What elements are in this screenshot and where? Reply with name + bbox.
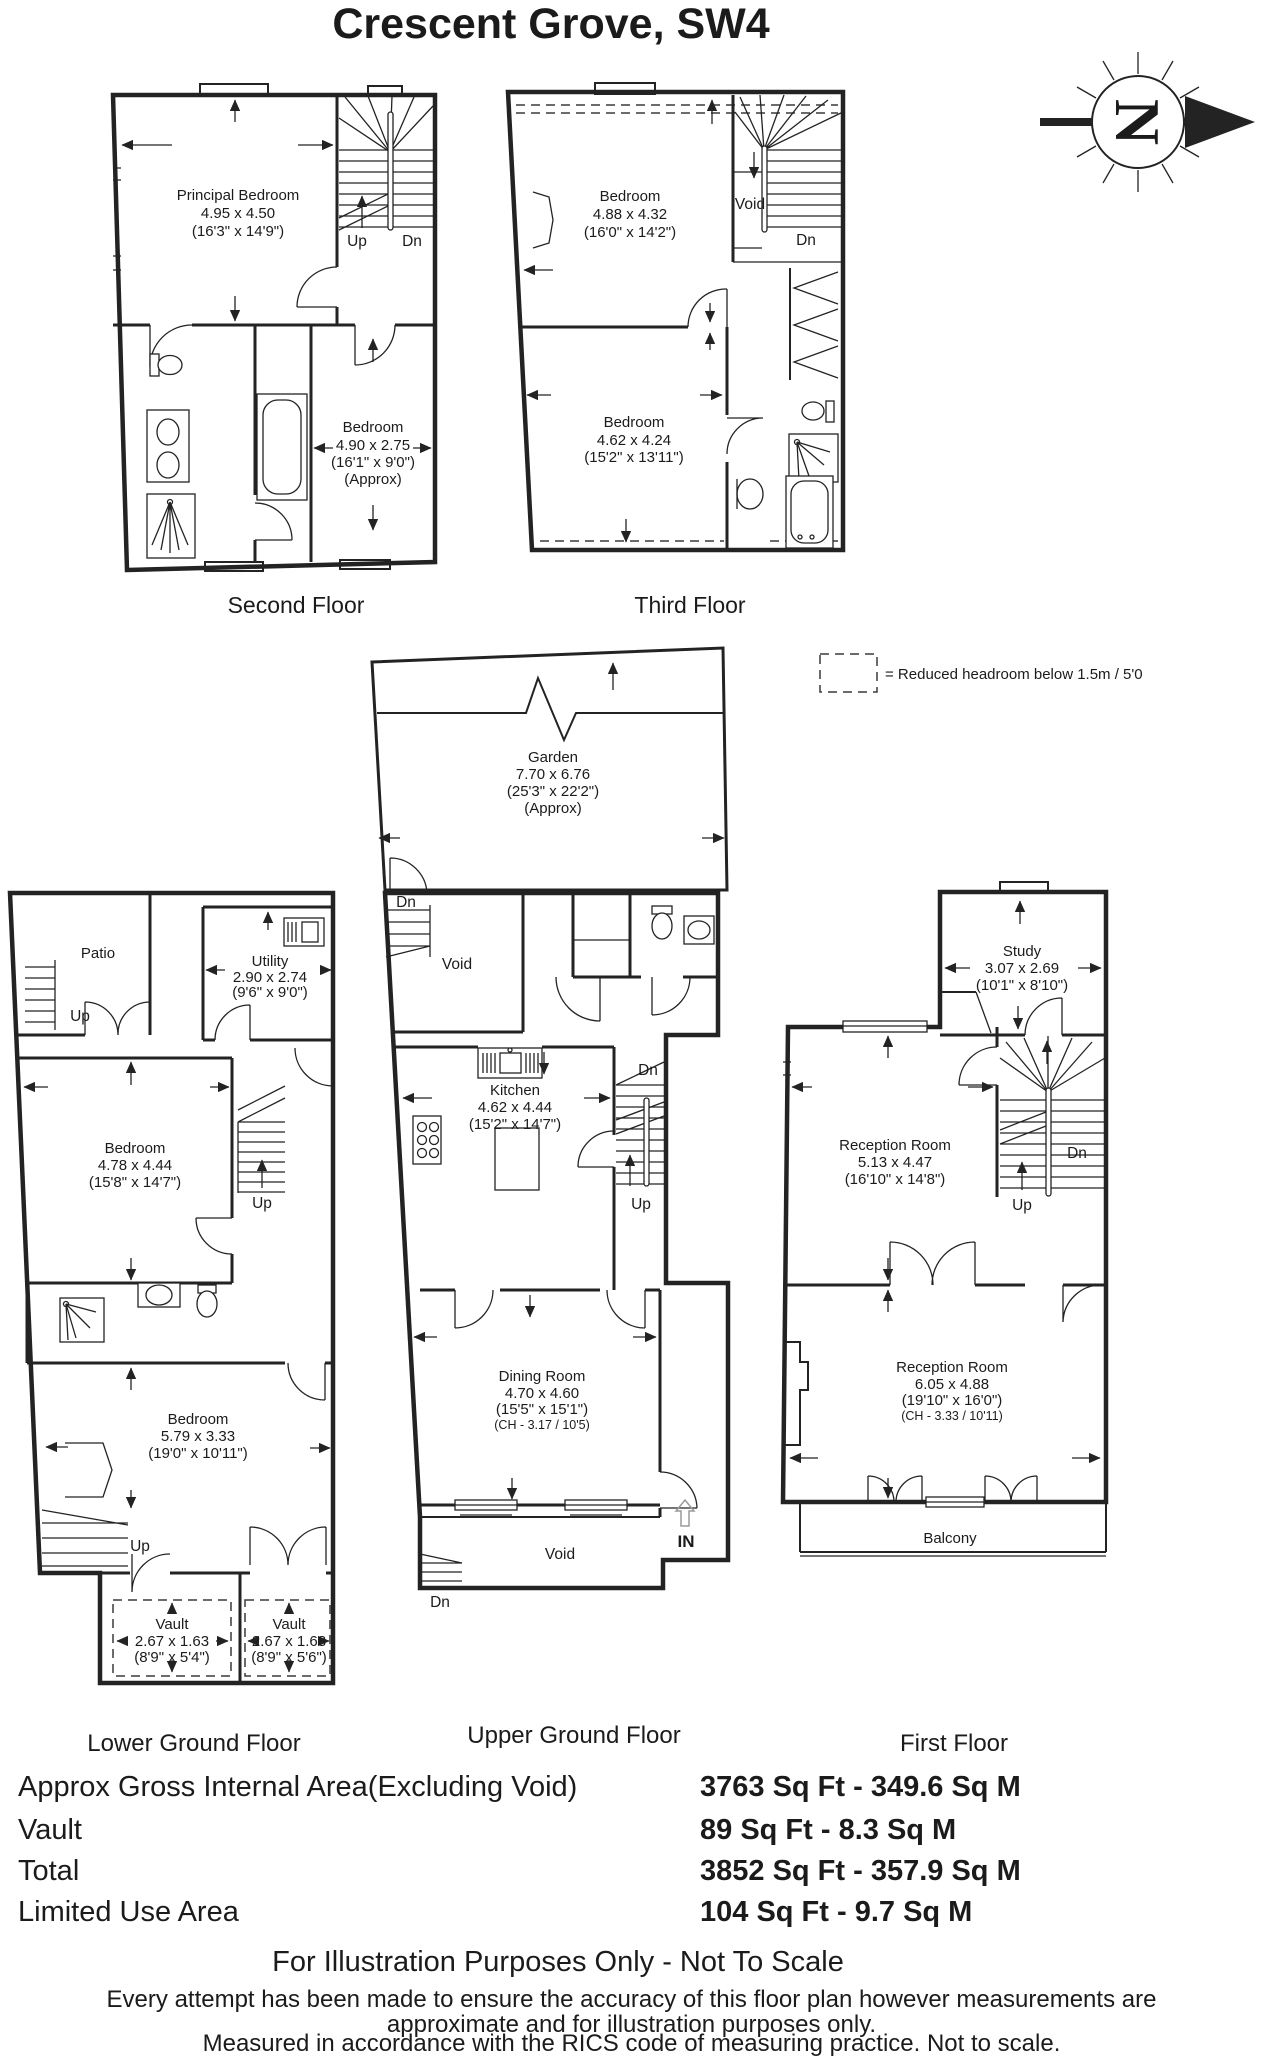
room-dim: 4.88 x 4.32 bbox=[592, 206, 668, 223]
upper-ground-stairs bbox=[616, 1062, 664, 1186]
balcony-structure bbox=[800, 1497, 1106, 1556]
vault-dim: (8'9" x 5'4") bbox=[134, 1649, 210, 1666]
room-dim: (9'6" x 9'0") bbox=[232, 984, 308, 1001]
room-dim: (16'3" x 14'9") bbox=[191, 223, 285, 240]
summary-row-label: Approx Gross Internal Area(Excluding Void) bbox=[18, 1771, 578, 1803]
void-label: Void bbox=[544, 1546, 576, 1563]
room-dim: 4.78 x 4.44 bbox=[97, 1157, 173, 1174]
room-label: Bedroom bbox=[167, 1411, 229, 1428]
third-floor-plan bbox=[508, 83, 843, 550]
legend-text: = Reduced headroom below 1.5m / 5'0 bbox=[885, 666, 1143, 683]
room-dim: (10'1" x 8'10") bbox=[975, 977, 1069, 994]
second-floor-stairs bbox=[339, 96, 433, 230]
stairs-up-label: Up bbox=[130, 1538, 150, 1555]
upper-ground-labels bbox=[430, 956, 694, 1611]
patio-label: Patio bbox=[80, 945, 116, 962]
stairs-dn-label: Dn bbox=[430, 1594, 450, 1611]
balcony-label: Balcony bbox=[923, 1530, 977, 1547]
summary-row-label: Vault bbox=[18, 1814, 82, 1846]
sink-icon bbox=[157, 419, 179, 445]
vault-dim: (8'9" x 5'6") bbox=[251, 1649, 327, 1666]
room-label: Study bbox=[1002, 943, 1042, 960]
dining-windows bbox=[455, 1500, 627, 1515]
kitchen-island-icon bbox=[495, 1128, 539, 1190]
floor-label-first: First Floor bbox=[900, 1730, 1008, 1757]
vault-dim: 2.67 x 1.68 bbox=[251, 1633, 327, 1650]
stairs-dn-label: Dn bbox=[396, 894, 416, 911]
lower-ground-bathroom-fixtures bbox=[60, 1283, 217, 1342]
room-ceiling-height: (CH - 3.17 / 10'5) bbox=[494, 1418, 590, 1432]
room-dim: 5.79 x 3.33 bbox=[160, 1428, 236, 1445]
room-dim: 6.05 x 4.88 bbox=[914, 1376, 990, 1393]
room-dim: 4.70 x 4.60 bbox=[504, 1385, 580, 1402]
room-dim: 2.90 x 2.74 bbox=[232, 969, 308, 986]
summary-row-label: Limited Use Area bbox=[18, 1896, 239, 1928]
floor-label-upper-ground: Upper Ground Floor bbox=[467, 1722, 681, 1749]
room-dim: (Approx) bbox=[344, 471, 402, 488]
lower-ground-bottom-stairs bbox=[42, 1510, 128, 1566]
room-label: Utility bbox=[251, 953, 289, 970]
room-label: Garden bbox=[527, 749, 579, 766]
summary-row-value: 3763 Sq Ft - 349.6 Sq M bbox=[700, 1771, 1021, 1803]
sink-icon bbox=[157, 452, 179, 478]
footer-line: Every attempt has been made to ensure the accuracy of this floor plan however measurements are bbox=[106, 1986, 1157, 2013]
vault-label: Vault bbox=[272, 1616, 306, 1633]
page-title: Crescent Grove, SW4 bbox=[332, 0, 770, 48]
room-dim: (16'0" x 14'2") bbox=[583, 224, 677, 241]
illustration-note: For Illustration Purposes Only - Not To Scale bbox=[272, 1946, 844, 1978]
floor-label-third: Third Floor bbox=[634, 592, 746, 618]
void-label: Void bbox=[441, 956, 473, 973]
summary-row-value: 3852 Sq Ft - 357.9 Sq M bbox=[700, 1855, 1021, 1887]
summary-row-label: Total bbox=[18, 1855, 80, 1887]
second-floor-bathroom-fixtures bbox=[147, 354, 307, 558]
vault-dim: 2.67 x 1.63 bbox=[134, 1633, 210, 1650]
second-floor-plan bbox=[113, 84, 435, 571]
toilet-icon bbox=[826, 401, 834, 422]
room-dim: (25'3" x 22'2") bbox=[506, 783, 600, 800]
room-dim: 4.62 x 4.44 bbox=[477, 1099, 553, 1116]
lower-ground-plan bbox=[10, 893, 333, 1683]
room-dim: 5.13 x 4.47 bbox=[857, 1154, 933, 1171]
room-dim: (19'10" x 16'0") bbox=[901, 1392, 1003, 1409]
stairs-up-label: Up bbox=[347, 233, 367, 250]
entrance-arrow-icon bbox=[676, 1500, 694, 1526]
room-label: Reception Room bbox=[839, 1137, 951, 1154]
floor-label-lower-ground: Lower Ground Floor bbox=[87, 1730, 301, 1757]
upper-ground-plan bbox=[385, 893, 728, 1611]
bay-window-icon bbox=[65, 1443, 112, 1497]
room-dim: 4.90 x 2.75 bbox=[335, 437, 411, 454]
third-floor-dim-arrows bbox=[524, 100, 722, 542]
first-floor-stairs bbox=[1000, 1036, 1105, 1196]
north-arrow-head bbox=[1185, 96, 1255, 148]
stairs-up-label: Up bbox=[1012, 1197, 1032, 1214]
legend-swatch bbox=[820, 654, 877, 692]
room-dim: 4.62 x 4.24 bbox=[596, 432, 672, 449]
room-label: Reception Room bbox=[896, 1359, 1008, 1376]
room-label: Bedroom bbox=[599, 188, 661, 205]
lower-ground-stairs bbox=[196, 1048, 333, 1254]
room-label: Principal Bedroom bbox=[176, 187, 300, 204]
vault-label: Vault bbox=[155, 1616, 189, 1633]
stairs-up-label: Up bbox=[70, 1008, 90, 1025]
entrance-in-label: IN bbox=[677, 1532, 695, 1551]
footer-line: approximate and for illustration purposes only. bbox=[386, 2011, 877, 2038]
room-dim: (15'2" x 13'11") bbox=[584, 449, 684, 466]
void-steps bbox=[420, 1554, 462, 1581]
sink-icon bbox=[737, 479, 763, 509]
room-ceiling-height: (CH - 3.33 / 10'11) bbox=[901, 1409, 1003, 1423]
summary-row-value: 104 Sq Ft - 9.7 Sq M bbox=[700, 1896, 973, 1928]
bay-window-icon bbox=[533, 192, 553, 248]
room-label: Bedroom bbox=[342, 419, 404, 436]
room-dim: (15'5" x 15'1") bbox=[495, 1401, 589, 1418]
sink-icon bbox=[688, 921, 710, 939]
vault-doors bbox=[132, 1527, 326, 1592]
first-floor-plan bbox=[783, 882, 1106, 1556]
third-floor-bathroom-fixtures bbox=[737, 401, 838, 548]
summary-row-value: 89 Sq Ft - 8.3 Sq M bbox=[700, 1814, 957, 1846]
stairs-dn-label: Dn bbox=[1067, 1145, 1087, 1162]
garden-plan bbox=[372, 648, 727, 957]
room-dim: (16'10" x 14'8") bbox=[844, 1171, 946, 1188]
compass-letter: N bbox=[1102, 98, 1173, 146]
stairs-dn-label: Dn bbox=[638, 1062, 658, 1079]
stairs-up-label: Up bbox=[631, 1196, 651, 1213]
room-dim: (15'2" x 14'7") bbox=[468, 1116, 562, 1133]
room-dim: 3.07 x 2.69 bbox=[984, 960, 1060, 977]
stairs-dn-label: Dn bbox=[402, 233, 422, 250]
room-dim: (Approx) bbox=[524, 800, 582, 817]
upper-ground-wc-fixtures bbox=[573, 906, 714, 944]
reduced-headroom-legend bbox=[820, 654, 1143, 692]
boundary-break-icon bbox=[377, 678, 723, 740]
room-dim: 4.95 x 4.50 bbox=[200, 205, 276, 222]
room-dim: 7.70 x 6.76 bbox=[515, 766, 591, 783]
room-label: Bedroom bbox=[603, 414, 665, 431]
room-dim: (15'8" x 14'7") bbox=[88, 1174, 182, 1191]
floor-label-second: Second Floor bbox=[227, 592, 365, 618]
room-dim: (19'0" x 10'11") bbox=[148, 1445, 248, 1462]
sink-icon bbox=[146, 1285, 172, 1305]
third-floor-wardrobes bbox=[794, 272, 838, 378]
room-label: Bedroom bbox=[104, 1140, 166, 1157]
stairs-up-label: Up bbox=[252, 1195, 272, 1212]
stairs-dn-label: Dn bbox=[796, 232, 816, 249]
room-label: Dining Room bbox=[498, 1368, 586, 1385]
void-label: Void bbox=[734, 196, 766, 213]
first-floor-doors bbox=[868, 998, 1101, 1502]
footer-line: Measured in accordance with the RICS code of measuring practice. Not to scale. bbox=[202, 2030, 1061, 2057]
room-label: Kitchen bbox=[489, 1082, 541, 1099]
room-dim: (16'1" x 9'0") bbox=[331, 454, 415, 471]
compass-north-icon bbox=[1040, 52, 1255, 192]
